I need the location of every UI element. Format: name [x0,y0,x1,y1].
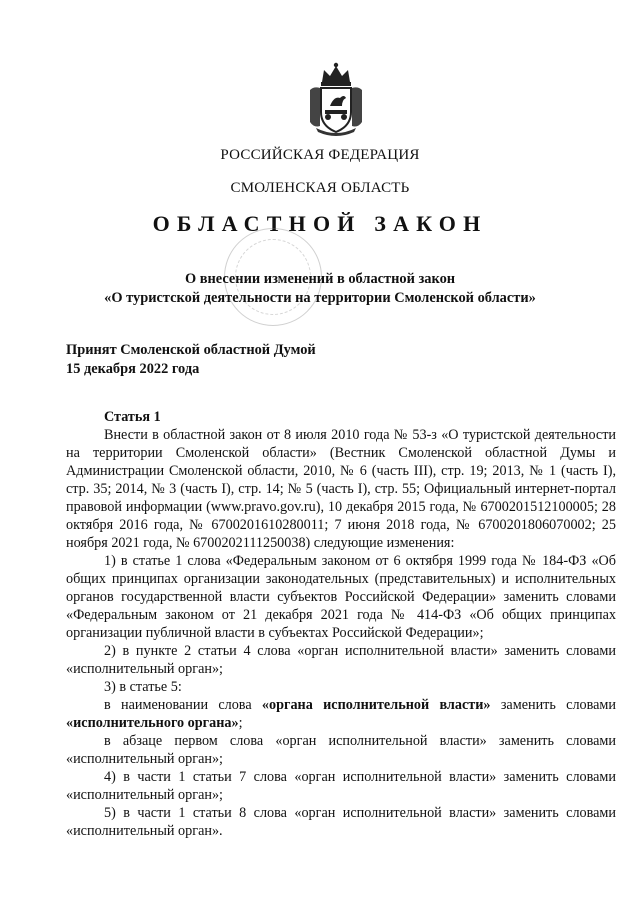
article-item-2: 2) в пункте 2 статьи 4 слова «орган исполнительной власти» заменить словами «исполнительный орган»; [66,643,616,677]
law-subject-line-2: «О туристской деятельности на территории Смоленской области» [104,290,536,306]
item-3a-prefix: в наименовании слова [104,697,262,713]
article-title: Статья 1 [104,409,161,425]
item-3a-new-words: «исполнительного органа» [66,715,239,731]
adoption-body: Принят Смоленской областной Думой [66,342,316,358]
law-subject [0,270,640,308]
country-name: РОССИЙСКАЯ ФЕДЕРАЦИЯ [220,147,420,163]
article-intro: Внести в областной закон от 8 июля 2010 года № 53-з «О туристской деятельности на территории Смоленской области» (Вестник Смоленской областной Думы и Администрации Смоленской области, 2010, № 6 (часть III), стр. 19; 2013, № 1 (часть I), стр. 35; 2014, № 3 (часть I), стр. 14; № 5 (часть I), стр. 55; Официальный интернет-портал правовой информации (www.pravo.gov.ru), 10 декабря 2015 года, № 6700201512100005; 28 октября 2016 года, № 6700201610280011; 7 июня 2018 года, № 6700201806070002; 25 ноября 2021 года, № 6700202111250038) следующие изменения: [66,427,616,551]
law-subject-line-1: О внесении изменений в областной закон [184,271,456,287]
adoption-info [66,341,316,379]
adoption-date: 15 декабря 2022 года [66,361,200,377]
document-type-title: ОБЛАСТНОЙ ЗАКОН [152,211,488,236]
article-item-3b: в абзаце первом слова «орган исполнительной власти» заменить словами «исполнительный орган»; [66,733,616,767]
coat-of-arms-icon [304,60,368,136]
item-3a-old-words: «органа исполнительной власти» [261,697,491,713]
article-item-3: 3) в статье 5: [104,679,182,695]
article-item-5: 5) в части 1 статьи 8 слова «орган исполнительной власти» заменить словами «исполнительный орган». [66,805,616,839]
article-item-4: 4) в части 1 статьи 7 слова «орган исполнительной власти» заменить словами «исполнительный орган»; [66,769,616,803]
article-body [66,408,616,840]
article-item-1: 1) в статье 1 слова «Федеральным законом от 6 октября 1999 года № 184-ФЗ «Об общих принципах организации законодательных (представительных) и исполнительных органов государственной власти субъектов Российской Федерации» заменить словами «Федеральным законом от 21 декабря 2021 года № 414-ФЗ «Об общих принципах организации публичной власти в субъектах Российской Федерации»; [66,553,616,641]
item-3a-end: ; [238,715,243,731]
article-item-3a [66,696,616,732]
region-name: СМОЛЕНСКАЯ ОБЛАСТЬ [230,180,410,196]
item-3a-middle: заменить словами [490,697,617,713]
